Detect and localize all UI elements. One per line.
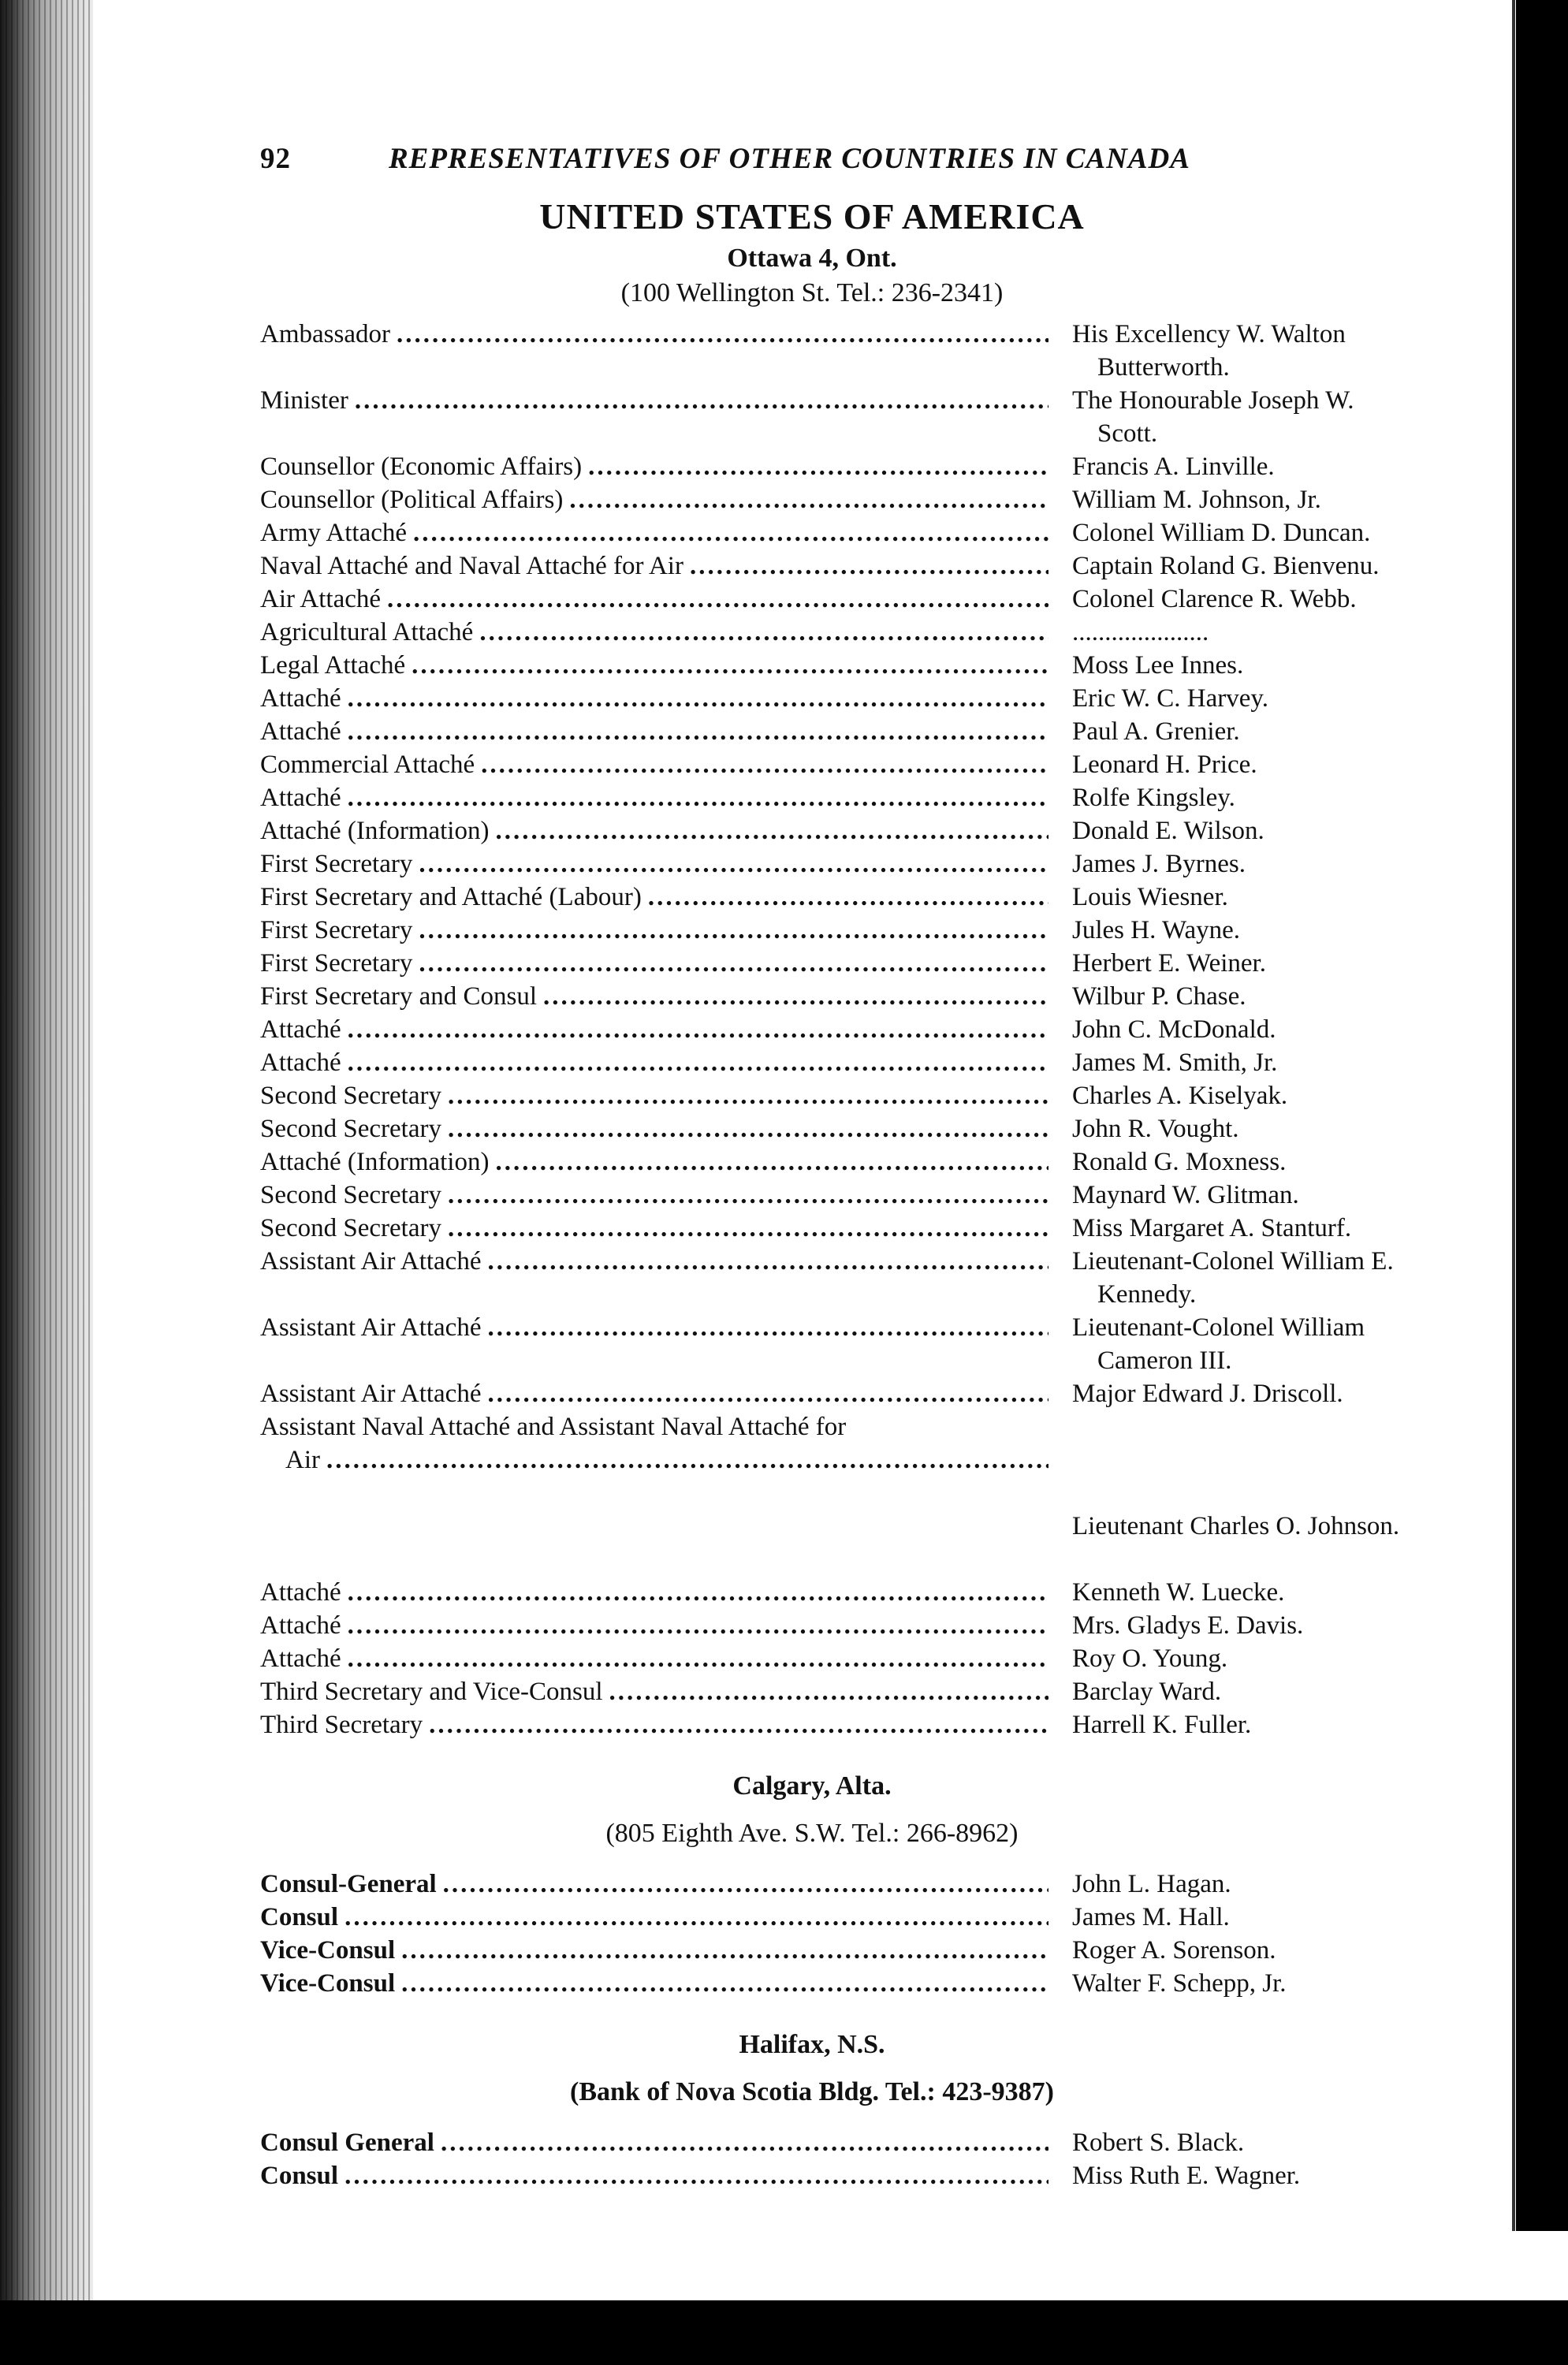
entry-row [260, 583, 1443, 616]
entry-name [1048, 649, 1443, 682]
entry-title [260, 1046, 1048, 1079]
entry-row [260, 814, 1443, 847]
entry-title-text: Assistant Air Attaché [260, 1247, 482, 1276]
entry-title [260, 1901, 1048, 1934]
leader-dots [448, 1079, 1048, 1112]
entry-name [1048, 1609, 1443, 1642]
leader-dots [397, 318, 1048, 351]
entry-title [260, 947, 1048, 980]
entry-name-line: Roy O. Young. [1072, 1644, 1228, 1673]
entry-name-line: His Excellency W. Walton [1072, 320, 1346, 348]
entry-title-text: Consul General [260, 2128, 434, 2157]
entry-name-line: Robert S. Black. [1072, 2128, 1245, 2157]
leader-dots [348, 1609, 1048, 1642]
entry-name-line: Lieutenant Charles O. Johnson. [1072, 1512, 1400, 1540]
entry-title [260, 1410, 1048, 1477]
entry-title [260, 2159, 1048, 2192]
entry-row [260, 1245, 1443, 1311]
entry-name [1048, 881, 1443, 914]
leader-dots [348, 682, 1048, 715]
entry-title-text: Attaché [260, 784, 341, 812]
entry-title-text: Attaché [260, 1611, 341, 1640]
leader-dots [355, 384, 1048, 417]
entry-name-continuation: Butterworth. [1097, 353, 1230, 382]
ottawa-address: (100 Wellington St. Tel.: 236-2341) [620, 278, 1004, 307]
entry-name [1048, 1901, 1443, 1934]
entry-name-line: Major Edward J. Driscoll. [1072, 1380, 1343, 1408]
entry-name-line: Walter F. Schepp, Jr. [1072, 1969, 1287, 1998]
entry-name [1048, 1642, 1443, 1675]
leader-dots [413, 516, 1048, 549]
entry-name-line: James J. Byrnes. [1072, 850, 1246, 878]
entry-row [260, 980, 1443, 1013]
entry-row [260, 1311, 1443, 1377]
entry-row [260, 1145, 1443, 1179]
entry-name [1048, 682, 1443, 715]
entry-name-line: Francis A. Linville. [1072, 453, 1275, 481]
entry-title [260, 1013, 1048, 1046]
entry-name [1048, 483, 1443, 516]
entry-title-text: Attaché [260, 717, 341, 746]
entry-row [260, 847, 1443, 881]
leader-dots [401, 1934, 1048, 1967]
entry-title [260, 748, 1048, 781]
entry-name-line: James M. Smith, Jr. [1072, 1048, 1278, 1077]
leader-dots [345, 1901, 1048, 1934]
entry-name-line: John L. Hagan. [1072, 1870, 1231, 1898]
leader-dots [495, 1145, 1048, 1179]
entry-name [1048, 2126, 1443, 2159]
entry-name-line: Leonard H. Price. [1072, 750, 1257, 779]
entry-title-text: Attaché (Information) [260, 1148, 490, 1176]
entry-name-line: Ronald G. Moxness. [1072, 1148, 1287, 1176]
entry-name-line: Colonel William D. Duncan. [1072, 519, 1371, 547]
entry-title [260, 1868, 1048, 1901]
leader-dots [648, 881, 1048, 914]
entry-title-text: First Secretary and Consul [260, 982, 538, 1011]
entry-title-line2 [260, 1443, 1048, 1477]
halifax-city: Halifax, N.S. [739, 2030, 885, 2059]
entry-row [260, 1410, 1443, 1576]
entry-name-line: Colonel Clarence R. Webb. [1072, 585, 1357, 613]
entry-title [260, 450, 1048, 483]
entry-title-text: First Secretary [260, 949, 413, 978]
entry-name-line: Lieutenant-Colonel William E. [1072, 1247, 1394, 1276]
leader-dots [348, 781, 1048, 814]
entry-name [1048, 516, 1443, 549]
entry-row [260, 483, 1443, 516]
entry-name [1048, 1013, 1443, 1046]
entry-title-text: Consul-General [260, 1870, 437, 1898]
entry-title-text: Attaché [260, 684, 341, 713]
entry-name-line: Miss Ruth E. Wagner. [1072, 2162, 1301, 2190]
entry-title-text: Attaché [260, 1015, 341, 1044]
entry-row [260, 1046, 1443, 1079]
entry-title [260, 616, 1048, 649]
entry-title-text: Attaché [260, 1578, 341, 1607]
entry-name-line: Captain Roland G. Bienvenu. [1072, 552, 1380, 580]
entry-name [1048, 814, 1443, 847]
entry-title [260, 980, 1048, 1013]
entry-name-line: The Honourable Joseph W. [1072, 386, 1354, 415]
leader-dots [419, 847, 1048, 881]
entry-title-text: First Secretary [260, 916, 413, 944]
entry-name-line: Harrell K. Fuller. [1072, 1711, 1252, 1739]
entry-title-text: Agricultural Attaché [260, 618, 474, 646]
entry-title-text: Second Secretary [260, 1082, 441, 1110]
entry-row [260, 682, 1443, 715]
entry-title [260, 1377, 1048, 1410]
entry-title [260, 649, 1048, 682]
entry-title-text: Vice-Consul [260, 1969, 396, 1998]
entry-name [1048, 583, 1443, 616]
entry-name-continuation: Cameron III. [1097, 1346, 1232, 1375]
scan-binding-texture [0, 0, 93, 2365]
entry-name-line: John C. McDonald. [1072, 1015, 1276, 1044]
entry-name [1048, 1934, 1443, 1967]
entry-row [260, 1609, 1443, 1642]
entry-title [260, 682, 1048, 715]
entry-name [1048, 1311, 1443, 1377]
entry-name [1048, 781, 1443, 814]
calgary-address: (805 Eighth Ave. S.W. Tel.: 266-8962) [605, 1819, 1019, 1848]
entry-title [260, 1967, 1048, 2000]
entry-name [1048, 2159, 1443, 2192]
entry-row [260, 1079, 1443, 1112]
leader-dots [412, 649, 1048, 682]
entry-row [260, 384, 1443, 450]
entry-name-line: Barclay Ward. [1072, 1678, 1222, 1706]
entry-name [1048, 914, 1443, 947]
entry-row [260, 1934, 1443, 1967]
entry-name-line: Wilbur P. Chase. [1072, 982, 1246, 1011]
leader-dots [543, 980, 1048, 1013]
leader-dots [609, 1675, 1048, 1708]
entry-name-line: Miss Margaret A. Stanturf. [1072, 1214, 1352, 1242]
leader-dots [448, 1179, 1048, 1212]
leader-dots [429, 1708, 1048, 1741]
entry-title-text: Assistant Air Attaché [260, 1380, 482, 1408]
leader-dots [348, 1013, 1048, 1046]
entry-title-text: Second Secretary [260, 1115, 441, 1143]
entry-title [260, 1145, 1048, 1179]
calgary-entries [260, 1868, 1443, 2000]
entry-row [260, 1112, 1443, 1145]
leader-dots [481, 748, 1048, 781]
leader-dots [495, 814, 1048, 847]
entry-title-text: Third Secretary and Vice-Consul [260, 1678, 603, 1706]
entry-title-line2-text: Air [285, 1446, 320, 1474]
leader-dots [348, 1046, 1048, 1079]
leader-dots [487, 1311, 1048, 1344]
scan-right-border [1516, 0, 1568, 2231]
entry-title [260, 1675, 1048, 1708]
entry-title [260, 1179, 1048, 1212]
entry-title [260, 781, 1048, 814]
entry-row [260, 947, 1443, 980]
entry-title [260, 1079, 1048, 1112]
entry-name-continuation: Kennedy. [1097, 1280, 1197, 1309]
entry-row [260, 781, 1443, 814]
halifax-address: (Bank of Nova Scotia Bldg. Tel.: 423-9387) [570, 2077, 1054, 2106]
leader-dots [443, 1868, 1048, 1901]
leader-dots [387, 583, 1048, 616]
entry-title-text: Ambassador [260, 320, 390, 348]
running-head-title: REPRESENTATIVES OF OTHER COUNTRIES IN CANADA [389, 143, 1190, 175]
entry-name-line: Louis Wiesner. [1072, 883, 1228, 911]
entry-name [1048, 1708, 1443, 1741]
entry-row [260, 450, 1443, 483]
entry-row [260, 549, 1443, 583]
entry-name [1048, 1967, 1443, 2000]
entry-name-line: Rolfe Kingsley. [1072, 784, 1235, 812]
entry-row [260, 2159, 1443, 2192]
entry-name-line: Charles A. Kiselyak. [1072, 1082, 1288, 1110]
calgary-city: Calgary, Alta. [732, 1771, 892, 1801]
entry-name [1048, 1868, 1443, 1901]
entry-title-text: Commercial Attaché [260, 750, 475, 779]
entry-name-line: Herbert E. Weiner. [1072, 949, 1266, 978]
leader-dots [569, 483, 1048, 516]
entry-title-text: Assistant Air Attaché [260, 1313, 482, 1342]
entry-title-text: Consul [260, 1903, 339, 1931]
entry-name [1048, 616, 1443, 649]
leader-dots [348, 715, 1048, 748]
entry-name-line: Eric W. C. Harvey. [1072, 684, 1268, 713]
scan-page-edge [1512, 0, 1515, 2231]
entry-name-line: Paul A. Grenier. [1072, 717, 1240, 746]
entry-name-line: Lieutenant-Colonel William [1072, 1313, 1365, 1342]
country-heading: UNITED STATES OF AMERICA [539, 196, 1085, 236]
entry-title [260, 2126, 1048, 2159]
document-page [260, 126, 1443, 2192]
entry-title-text: Attaché (Information) [260, 817, 490, 845]
leader-dots [348, 1642, 1048, 1675]
entry-name [1048, 1145, 1443, 1179]
entry-title [260, 516, 1048, 549]
entry-name-line: William M. Johnson, Jr. [1072, 486, 1321, 514]
entry-name [1048, 1410, 1443, 1576]
leader-dots [690, 549, 1048, 583]
entry-name-line: John R. Vought. [1072, 1115, 1239, 1143]
entry-title-text: Counsellor (Political Affairs) [260, 486, 564, 514]
entry-title-text: Attaché [260, 1048, 341, 1077]
entry-name [1048, 947, 1443, 980]
entry-name-line: Jules H. Wayne. [1072, 916, 1241, 944]
halifax-entries [260, 2126, 1443, 2192]
entry-row [260, 616, 1443, 649]
entry-title-text: Second Secretary [260, 1214, 441, 1242]
entry-row [260, 649, 1443, 682]
entry-name [1048, 1675, 1443, 1708]
entry-title [260, 1934, 1048, 1967]
entry-name [1048, 748, 1443, 781]
leader-dots [345, 2159, 1048, 2192]
entry-name-line: Moss Lee Innes. [1072, 651, 1244, 680]
entry-row [260, 1377, 1443, 1410]
entry-title [260, 814, 1048, 847]
entry-name [1048, 1245, 1443, 1311]
entry-row [260, 715, 1443, 748]
entry-row [260, 881, 1443, 914]
entry-row [260, 1576, 1443, 1609]
leader-dots [441, 2126, 1048, 2159]
entry-name [1048, 1212, 1443, 1245]
entry-title-text: Vice-Consul [260, 1936, 396, 1965]
entry-name [1048, 1377, 1443, 1410]
leader-dots [401, 1967, 1048, 2000]
entry-title-text: Minister [260, 386, 348, 415]
leader-dots [487, 1377, 1048, 1410]
entry-title-line1: Assistant Naval Attaché and Assistant Naval Attaché for [260, 1413, 847, 1441]
entry-title [260, 549, 1048, 583]
entry-name [1048, 847, 1443, 881]
ottawa-entries [260, 318, 1443, 1410]
entry-row [260, 1967, 1443, 2000]
ottawa-entries-after [260, 1576, 1443, 1741]
leader-dots [479, 616, 1048, 649]
entry-title [260, 1245, 1048, 1278]
entry-title [260, 384, 1048, 417]
entry-row [260, 914, 1443, 947]
entry-name-line: James M. Hall. [1072, 1903, 1230, 1931]
entry-title-text: Third Secretary [260, 1711, 423, 1739]
leader-dots [448, 1212, 1048, 1245]
entry-title-text: Legal Attaché [260, 651, 406, 680]
entry-name [1048, 1179, 1443, 1212]
entry-title [260, 1212, 1048, 1245]
entry-row [260, 1868, 1443, 1901]
entry-title [260, 583, 1048, 616]
entry-name-line: Donald E. Wilson. [1072, 817, 1264, 845]
entry-name [1048, 980, 1443, 1013]
entry-name [1048, 1046, 1443, 1079]
entry-name [1048, 318, 1443, 384]
entry-name [1048, 384, 1443, 450]
ottawa-city: Ottawa 4, Ont. [727, 244, 897, 273]
entry-title-text: Attaché [260, 1644, 341, 1673]
entry-row [260, 1013, 1443, 1046]
entry-title [260, 1576, 1048, 1609]
entry-row [260, 2126, 1443, 2159]
entry-row [260, 1708, 1443, 1741]
entry-row [260, 1675, 1443, 1708]
leader-dots [419, 914, 1048, 947]
leader-dots [348, 1576, 1048, 1609]
entry-row [260, 748, 1443, 781]
entry-row [260, 516, 1443, 549]
entry-title [260, 1708, 1048, 1741]
entry-name-line: ..................... [1072, 618, 1209, 646]
entry-title [260, 318, 1048, 351]
entry-title-text: Consul [260, 2162, 339, 2190]
running-head [260, 126, 1443, 181]
entry-title [260, 1112, 1048, 1145]
entry-name [1048, 1079, 1443, 1112]
entry-name-line: Maynard W. Glitman. [1072, 1181, 1299, 1209]
entry-name [1048, 1576, 1443, 1609]
entry-name-line: Mrs. Gladys E. Davis. [1072, 1611, 1304, 1640]
entry-title [260, 1642, 1048, 1675]
entry-name [1048, 450, 1443, 483]
entry-title-text: Naval Attaché and Naval Attaché for Air [260, 552, 683, 580]
entry-title-text: Air Attaché [260, 585, 382, 613]
leader-dots [448, 1112, 1048, 1145]
leader-dots [326, 1443, 1048, 1477]
entry-row [260, 1642, 1443, 1675]
entry-title [260, 881, 1048, 914]
entry-name-line: Roger A. Sorenson. [1072, 1936, 1276, 1965]
entry-name [1048, 715, 1443, 748]
leader-dots [487, 1245, 1048, 1278]
entry-title [260, 1609, 1048, 1642]
page-number: 92 [260, 143, 291, 175]
leader-dots [588, 450, 1048, 483]
entry-name-line: Kenneth W. Luecke. [1072, 1578, 1285, 1607]
entry-title [260, 914, 1048, 947]
entry-name [1048, 1112, 1443, 1145]
entry-title [260, 1311, 1048, 1344]
entry-name [1048, 549, 1443, 583]
entry-title [260, 847, 1048, 881]
entry-row [260, 1212, 1443, 1245]
entry-title-text: Second Secretary [260, 1181, 441, 1209]
entry-title [260, 715, 1048, 748]
entry-row [260, 1179, 1443, 1212]
entry-row [260, 318, 1443, 384]
entry-title-text: First Secretary and Attaché (Labour) [260, 883, 642, 911]
entry-title [260, 483, 1048, 516]
leader-dots [419, 947, 1048, 980]
entry-title-text: First Secretary [260, 850, 413, 878]
entry-row [260, 1901, 1443, 1934]
entry-name-continuation: Scott. [1097, 419, 1158, 448]
scan-bottom-border [0, 2300, 1568, 2365]
entry-title-text: Army Attaché [260, 519, 408, 547]
entry-title-text: Counsellor (Economic Affairs) [260, 453, 583, 481]
